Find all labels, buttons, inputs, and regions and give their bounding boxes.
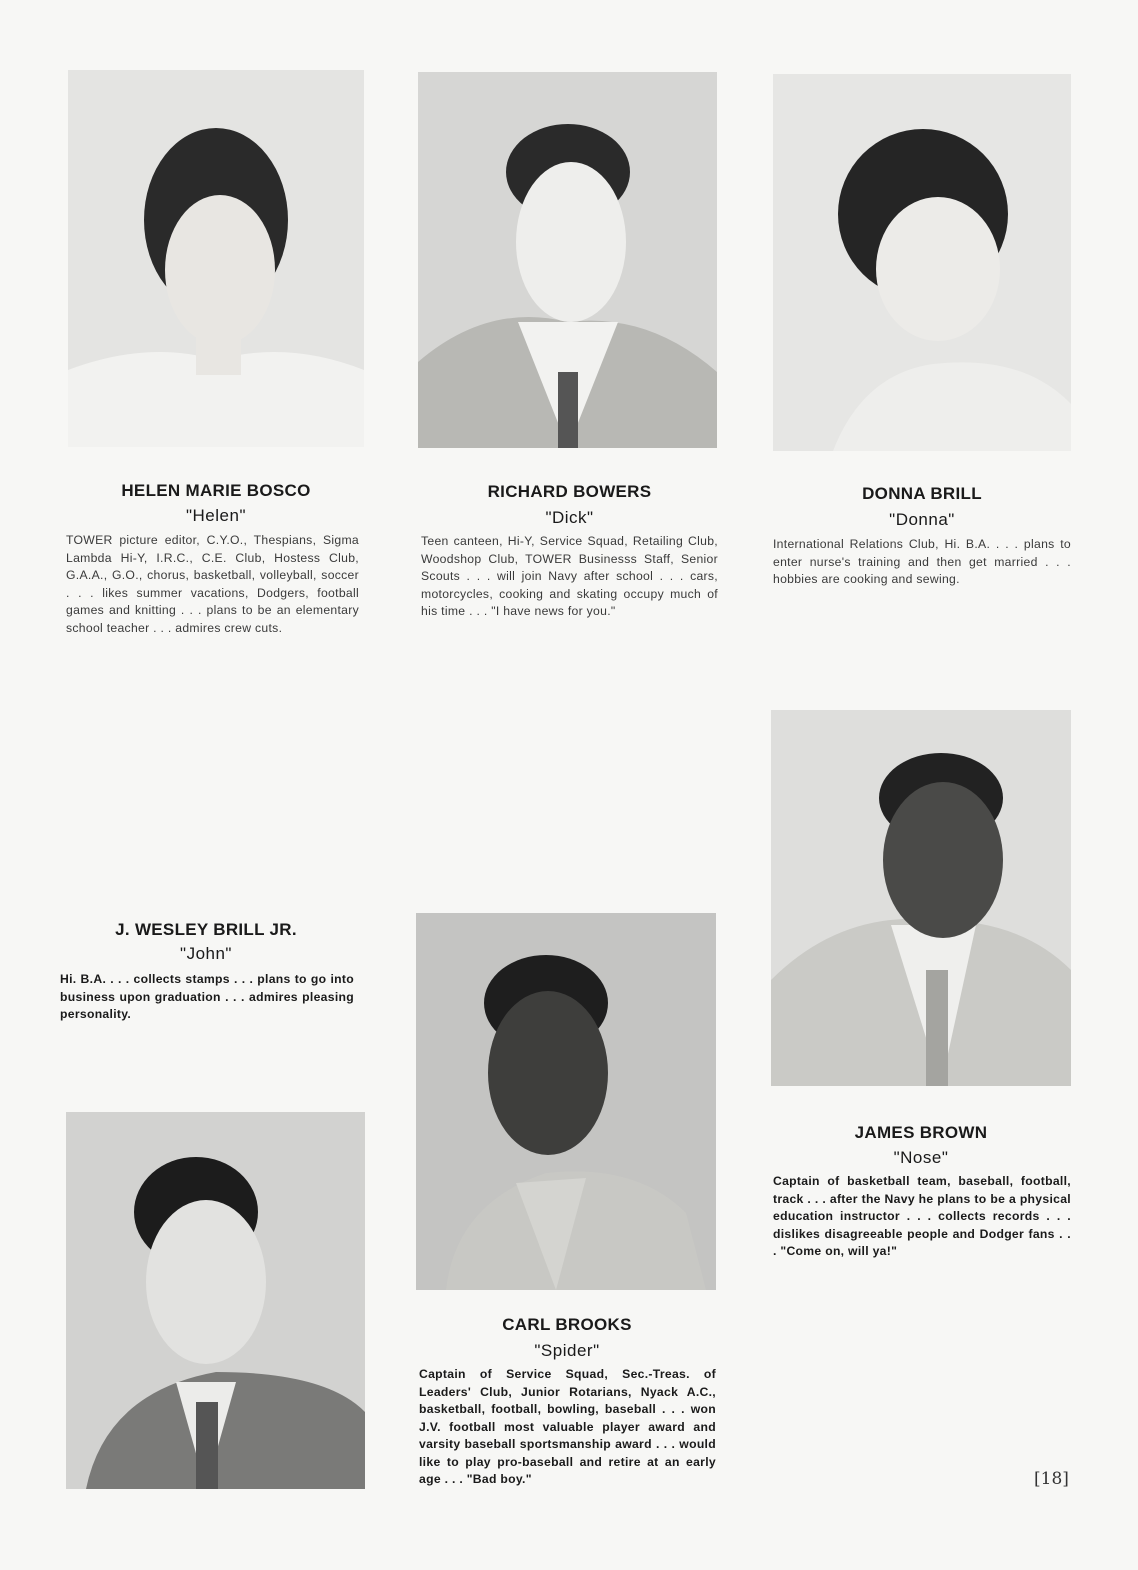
student-bio: Captain of Service Squad, Sec.-Treas. of Leaders' Club, Junior Rotarians, Nyack A.C., basketball, football, bowling, baseball . . . won J.V. football most valuable player award and varsity baseball sportsmanship award . . . would like to play pro-baseball and retire at an early age . . . "Bad boy." bbox=[419, 1367, 716, 1486]
student-name: CARL BROOKS bbox=[502, 1315, 632, 1334]
portrait-carl-brooks bbox=[416, 913, 716, 1290]
page-number: [18] bbox=[1034, 1469, 1069, 1489]
student-bio: International Relations Club, Hi. B.A. . . . plans to enter nurse's training and then get married . . . hobbies are cooking and sewing. bbox=[773, 537, 1071, 586]
student-bio: Captain of basketball team, baseball, football, track . . . after the Navy he plans to be a physical education instructor . . . collects records . . . dislikes disagreeable people and Dodger fans . . . "Come on, will ya!" bbox=[773, 1174, 1071, 1258]
student-nickname: "Nose" bbox=[893, 1148, 949, 1167]
portrait-richard-bowers bbox=[418, 72, 717, 448]
student-name: DONNA BRILL bbox=[862, 484, 982, 503]
student-name: J. WESLEY BRILL JR. bbox=[115, 920, 297, 939]
student-nickname: "Donna" bbox=[889, 510, 955, 529]
portrait-wesley-brill bbox=[66, 1112, 365, 1489]
student-nickname: "John" bbox=[180, 944, 232, 963]
student-name: HELEN MARIE BOSCO bbox=[121, 481, 311, 500]
student-name: RICHARD BOWERS bbox=[487, 482, 652, 501]
portrait-helen-bosco bbox=[68, 70, 364, 447]
student-bio: TOWER picture editor, C.Y.O., Thespians, Sigma Lambda Hi-Y, I.R.C., C.E. Club, Hostess Club, G.A.A., G.O., chorus, basketball, volleyball, soccer . . . likes summer vacations, Dodgers, football games and knitting . . . plans to be an elementary school teacher . . . admires crew cuts. bbox=[66, 533, 359, 635]
student-nickname: "Helen" bbox=[186, 506, 246, 525]
student-nickname: "Spider" bbox=[534, 1341, 600, 1360]
student-bio: Hi. B.A. . . . collects stamps . . . plans to go into business upon graduation . . . admires pleasing personality. bbox=[60, 972, 354, 1021]
portrait-donna-brill bbox=[773, 74, 1071, 451]
student-bio: Teen canteen, Hi-Y, Service Squad, Retailing Club, Woodshop Club, TOWER Businesss Staff, Senior Scouts . . . will join Navy after school . . . cars, motorcycles, cooking and skating occupy much of his time . . . "I have news for you." bbox=[421, 534, 718, 618]
student-nickname: "Dick" bbox=[545, 508, 594, 527]
portrait-james-brown bbox=[771, 710, 1071, 1086]
student-name: JAMES BROWN bbox=[854, 1123, 988, 1142]
